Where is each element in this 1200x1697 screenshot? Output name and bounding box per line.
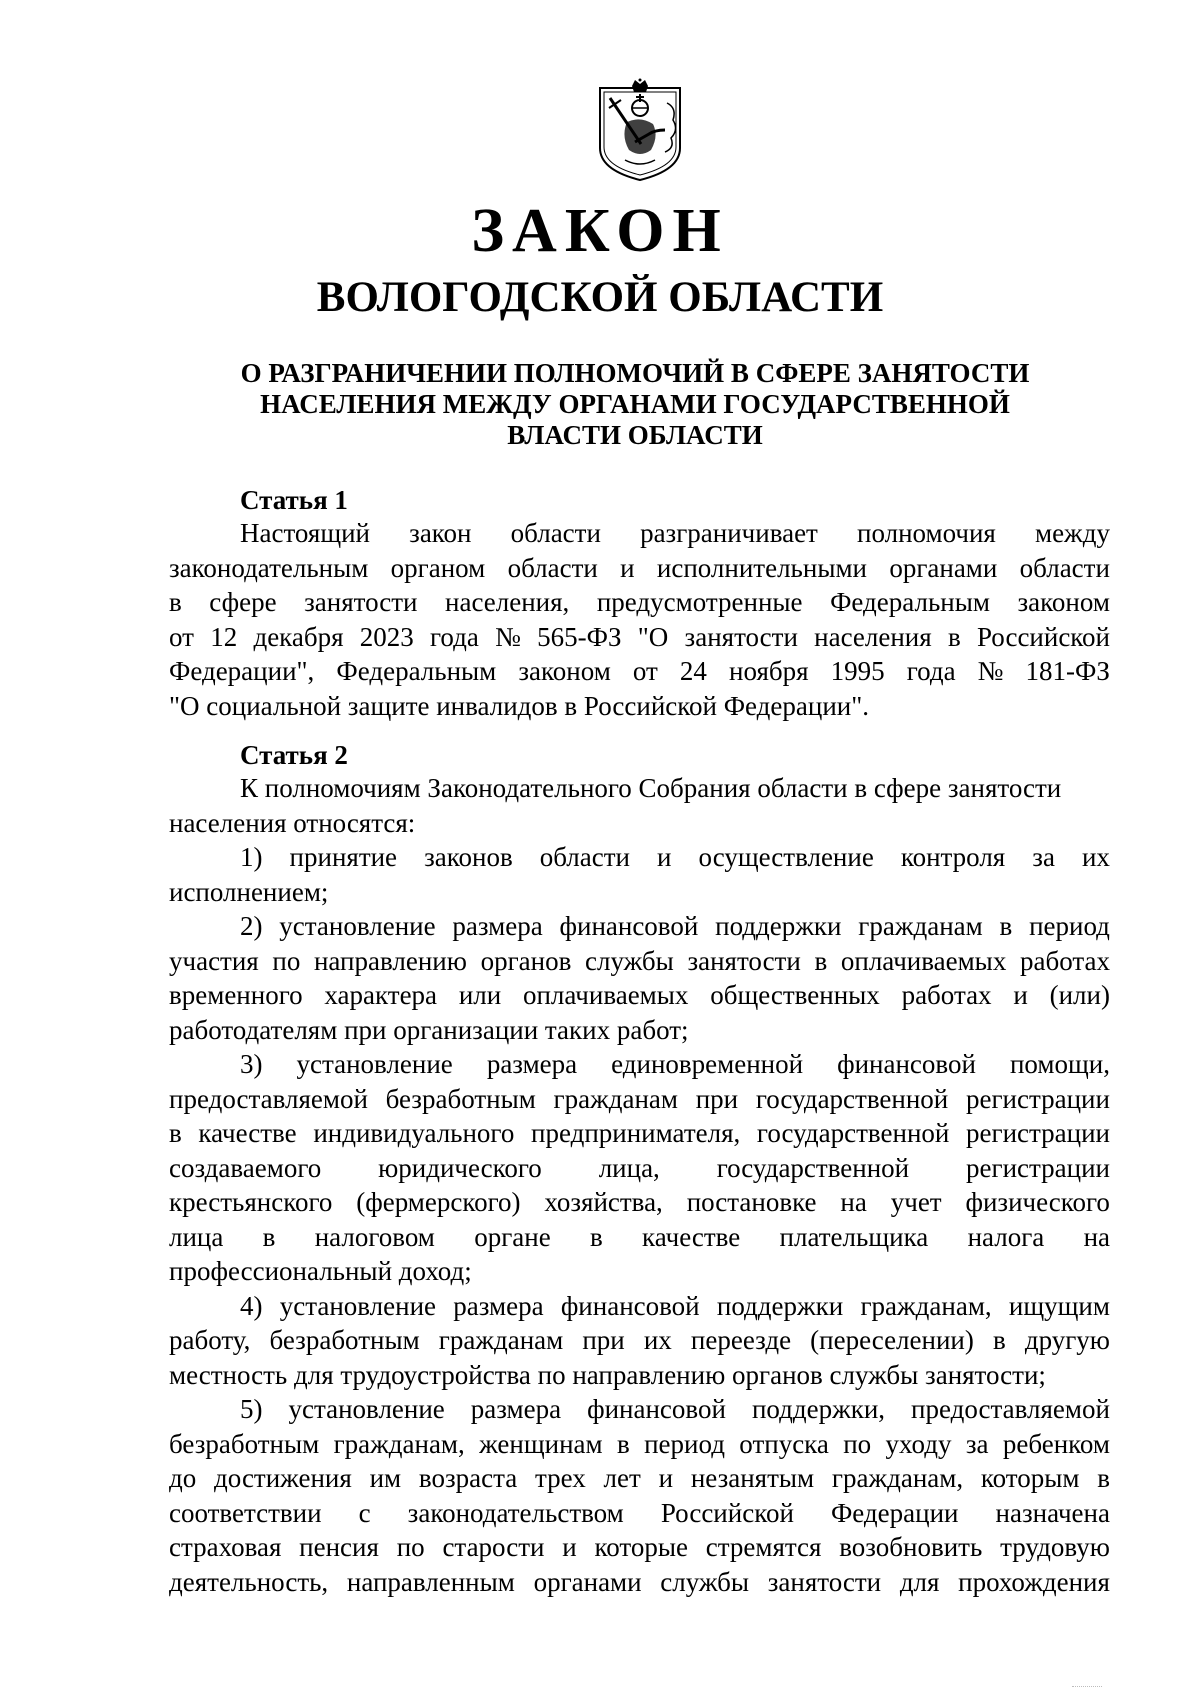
word: занятости (684, 621, 798, 652)
word: до (169, 1463, 197, 1493)
word: юридического (378, 1152, 542, 1183)
word: гражданам (553, 1083, 678, 1114)
word: установление (279, 911, 436, 941)
word: области (510, 518, 601, 548)
word: назначена (995, 1497, 1110, 1528)
article-2-line (169, 909, 1110, 944)
word: года (906, 656, 956, 686)
word: ищущим (1008, 1290, 1110, 1321)
word: гражданам, (831, 1463, 964, 1493)
word: учет (890, 1187, 942, 1217)
word: органом (390, 552, 486, 583)
article-2-body (169, 771, 1110, 1599)
word: отпуска (739, 1428, 829, 1459)
word: законов (424, 842, 513, 872)
word: соответствии (169, 1497, 322, 1528)
word: органами (533, 1566, 642, 1597)
word: полномочия (857, 518, 996, 548)
word: характера (324, 980, 438, 1010)
word: которые (594, 1532, 688, 1562)
word: налога (967, 1221, 1045, 1252)
article-2-line (169, 840, 1110, 875)
article-2-line (169, 1185, 1110, 1220)
word: государственной (756, 1118, 950, 1148)
word: органами (889, 552, 998, 583)
word: в (589, 1221, 603, 1252)
article-2-line: К полномочиям Законодательного Собрания области в сфере занятости (240, 773, 1062, 803)
word: трудовую (1000, 1532, 1110, 1562)
word: в (616, 1428, 630, 1459)
word: исполнительными (656, 552, 867, 583)
article-2-line (169, 1392, 1110, 1427)
word: 5) (240, 1394, 263, 1424)
word: в (814, 945, 828, 976)
word: в (999, 911, 1013, 941)
law-title-line: ВЛАСТИ ОБЛАСТИ (507, 420, 763, 450)
word: занятости (767, 1566, 882, 1597)
article-2-line (169, 1047, 1110, 1082)
word: от (632, 656, 658, 686)
word: года (430, 621, 479, 652)
word: крестьянского (169, 1187, 333, 1217)
word: размера (470, 1394, 562, 1424)
word: 24 (679, 656, 707, 686)
word: безработным (385, 1083, 536, 1114)
article-2-line (169, 978, 1110, 1013)
word: занятости (687, 945, 801, 976)
law-title (170, 358, 1100, 451)
word: между (1034, 518, 1110, 548)
word: при (695, 1083, 739, 1114)
word: работах (901, 980, 992, 1010)
word: стремятся (705, 1532, 822, 1562)
word: установление (296, 1049, 453, 1079)
word: и (658, 1463, 674, 1493)
word: размера (486, 1049, 578, 1079)
article-2-line (169, 1461, 1110, 1496)
word: за (1032, 842, 1055, 872)
article-2-line (169, 944, 1110, 979)
word: при (582, 1325, 625, 1355)
word: финансовой (587, 1394, 726, 1424)
word: установление (279, 1290, 437, 1321)
word: в (169, 587, 182, 617)
word: декабря (253, 621, 344, 652)
word: гражданам (858, 911, 983, 941)
word: поддержки (715, 911, 842, 941)
law-title-line: О РАЗГРАНИЧЕНИИ ПОЛНОМОЧИЙ В СФЕРЕ ЗАНЯТОСТИ (240, 358, 1030, 388)
article-1-heading: Статья 1 (240, 485, 348, 515)
word: регистрации (966, 1118, 1110, 1148)
word: качестве (642, 1221, 741, 1252)
word: направлению (313, 945, 467, 976)
word: участия (169, 945, 259, 976)
word: предоставляемой (169, 1083, 368, 1114)
word: в (169, 1118, 182, 1148)
word: "О (637, 621, 669, 652)
word: плательщика (779, 1221, 929, 1252)
word: № (977, 656, 1004, 686)
word: в (947, 621, 961, 652)
word: и (620, 552, 635, 583)
word: законом (518, 656, 611, 686)
word: или (458, 980, 502, 1010)
word: работах (1019, 945, 1110, 976)
word: органе (474, 1221, 551, 1252)
article-2-line: работодателям при организации таких работ; (169, 1014, 689, 1045)
word: Настоящий (240, 518, 371, 548)
article-2-line: местность для трудоустройства по направлению органов службы занятости; (169, 1359, 1046, 1390)
word: Федеральным (830, 587, 990, 617)
word: Федерации", (169, 656, 315, 686)
article-2-line (169, 1220, 1110, 1255)
word: 3) (240, 1049, 263, 1079)
word: Российской (976, 621, 1110, 652)
word: регистрации (966, 1152, 1110, 1183)
word: направленным (346, 1566, 515, 1597)
word: уходу (885, 1428, 952, 1459)
word: 2023 (359, 621, 414, 652)
word: пенсия (299, 1532, 379, 1562)
word: оплачиваемых (522, 980, 689, 1010)
word: для (899, 1566, 940, 1597)
word: области (1019, 552, 1110, 583)
word: предоставляемой (911, 1394, 1110, 1424)
word: качестве (198, 1118, 297, 1148)
word: безработным (169, 1428, 320, 1459)
word: другую (1024, 1325, 1110, 1355)
word: размера (452, 911, 543, 941)
word: в (1097, 1463, 1110, 1493)
word: переезде (690, 1325, 792, 1355)
word: достижения (214, 1463, 352, 1493)
word: 4) (240, 1290, 263, 1321)
word: в (992, 1325, 1006, 1355)
word: размера (453, 1290, 544, 1321)
word: физического (965, 1187, 1110, 1217)
word: безработным (269, 1325, 420, 1355)
article-1-line (169, 654, 1110, 689)
word: населения (814, 621, 932, 652)
word: населения, (445, 587, 570, 617)
word: период (644, 1428, 725, 1459)
word: законом (1017, 587, 1110, 617)
word: возраста (418, 1463, 518, 1493)
word: финансовой (560, 1290, 700, 1321)
law-title-line: НАСЕЛЕНИЯ МЕЖДУ ОРГАНАМИ ГОСУДАРСТВЕННОЙ (260, 389, 1010, 419)
article-1-line (169, 516, 1110, 551)
word: (фермерского) (356, 1187, 521, 1217)
word: (или) (1049, 980, 1110, 1010)
word: закон (409, 518, 472, 548)
word: службы (585, 945, 674, 976)
word: старости (442, 1532, 545, 1562)
article-1-body (169, 516, 1110, 723)
word: период (1029, 911, 1110, 941)
word: предусмотренные (596, 587, 803, 617)
word: (переселении) (810, 1325, 974, 1355)
article-1-line (169, 551, 1110, 586)
region-title: ВОЛОГОДСКОЙ ОБЛАСТИ (316, 274, 884, 321)
word: органов (480, 945, 572, 976)
word: незанятым (690, 1463, 815, 1493)
word: индивидуального (313, 1118, 515, 1148)
word: ноября (729, 656, 809, 686)
word: прохождения (958, 1566, 1110, 1597)
word: деятельность, (169, 1566, 329, 1597)
word: 2) (240, 911, 263, 941)
article-2-line (169, 1116, 1110, 1151)
word: лица (169, 1221, 224, 1252)
word: и (657, 842, 672, 872)
word: и (1013, 980, 1028, 1010)
word: по (843, 1428, 872, 1459)
word: финансовой (559, 911, 699, 941)
word: законодательством (407, 1497, 624, 1528)
word: занятости (304, 587, 418, 617)
article-1-line (169, 620, 1110, 655)
article-2-line: профессиональный доход; (169, 1256, 472, 1286)
article-2-line (169, 1289, 1110, 1324)
word: временного (169, 980, 303, 1010)
word: с (358, 1497, 371, 1528)
word: контроля (900, 842, 1006, 872)
scan-artifact (1072, 1686, 1102, 1693)
word: поддержки, (751, 1394, 886, 1424)
word: ребенком (1002, 1428, 1110, 1459)
article-2-line (169, 1496, 1110, 1531)
word: по (272, 945, 301, 976)
word: которым (980, 1463, 1080, 1493)
article-2-line (169, 1151, 1110, 1186)
word: общественных (710, 980, 880, 1010)
article-2-heading: Статья 2 (240, 740, 348, 770)
word: их (1081, 842, 1110, 872)
article-1-line (169, 585, 1110, 620)
word: поддержки (716, 1290, 844, 1321)
word: сфере (209, 587, 277, 617)
word: возобновить (839, 1532, 983, 1562)
word: им (369, 1463, 402, 1493)
word: их (643, 1325, 672, 1355)
word: на (840, 1187, 867, 1217)
word: 1995 (830, 656, 885, 686)
article-2-line (169, 1427, 1110, 1462)
word: 565-ФЗ (537, 621, 622, 652)
word: 12 (210, 621, 238, 652)
word: страховая (169, 1532, 282, 1562)
word: государственной (755, 1083, 949, 1114)
word: регистрации (965, 1083, 1110, 1114)
word: налоговом (314, 1221, 435, 1252)
word: предпринимателя, (531, 1118, 741, 1148)
word: области (507, 552, 598, 583)
word: службы (660, 1566, 750, 1597)
word: в (262, 1221, 276, 1252)
word: гражданам, (860, 1290, 992, 1321)
word: от (169, 621, 194, 652)
word: постановке (686, 1187, 817, 1217)
word: 1) (240, 842, 263, 872)
word: трех (534, 1463, 586, 1493)
coat-of-arms-icon (597, 78, 683, 182)
article-2-line: населения относятся: (169, 807, 416, 838)
word: финансовой (837, 1049, 976, 1079)
word: за (965, 1428, 989, 1459)
article-2-line (169, 1323, 1110, 1358)
word: разграничивает (640, 518, 818, 548)
word: Российской (660, 1497, 794, 1528)
word: лет (603, 1463, 641, 1493)
word: 181-ФЗ (1025, 656, 1110, 686)
word: работу, (169, 1325, 251, 1355)
word: установление (288, 1394, 445, 1424)
word: и (562, 1532, 577, 1562)
word: законодательным (169, 552, 369, 583)
article-2-line (169, 1530, 1110, 1565)
word: по (396, 1532, 425, 1562)
word: на (1083, 1221, 1110, 1252)
word: гражданам (438, 1325, 564, 1355)
word: государственной (716, 1152, 910, 1183)
word: № (495, 621, 521, 652)
word: оплачиваемых (840, 945, 1007, 976)
word: лица, (598, 1152, 660, 1183)
document-heading: ЗАКОН (471, 197, 729, 265)
word: хозяйства, (544, 1187, 663, 1217)
word: Федеральным (336, 656, 497, 686)
word: женщинам (479, 1428, 603, 1459)
article-1-line: "О социальной защите инвалидов в Российской Федерации". (169, 690, 869, 721)
word: создаваемого (169, 1152, 322, 1183)
article-2-line (169, 1565, 1110, 1600)
article-2-line (169, 1082, 1110, 1117)
word: помощи, (1009, 1049, 1110, 1079)
word: гражданам, (333, 1428, 465, 1459)
word: принятие (289, 842, 398, 872)
word: единовременной (611, 1049, 804, 1079)
word: осуществление (698, 842, 874, 872)
word: области (539, 842, 630, 872)
word: Федерации (830, 1497, 959, 1528)
article-2-line: исполнением; (169, 876, 329, 907)
